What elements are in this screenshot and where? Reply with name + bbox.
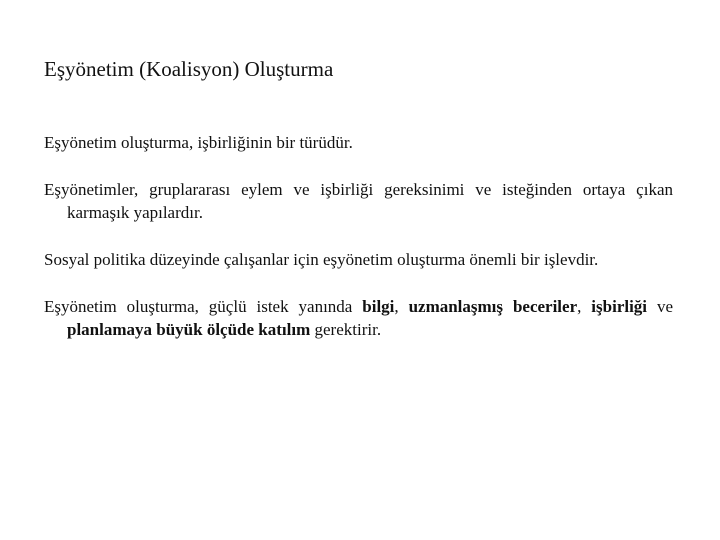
paragraph-4-text-4: ve	[647, 297, 673, 316]
paragraph-3: Sosyal politika düzeyinde çalışanlar için eşyönetim oluşturma önemli bir işlevdir.	[44, 250, 599, 269]
paragraph-4-text-2: ,	[394, 297, 409, 316]
paragraph-4	[44, 295, 673, 341]
bold-term-isbirligi: işbirliği	[591, 297, 648, 316]
bold-term-bilgi: bilgi	[362, 297, 395, 316]
bold-term-beceriler: uzmanlaşmış beceriler	[408, 297, 578, 316]
paragraph-4-text-3: ,	[577, 297, 592, 316]
paragraph-2: Eşyönetimler, gruplararası eylem ve işbirliği gereksinimi ve isteğinden ortaya çıkan karmaşık yapılardır.	[44, 180, 673, 222]
paragraph-4-text-5: gerektirir.	[310, 320, 382, 339]
slide-title: Eşyönetim (Koalisyon) Oluşturma	[44, 57, 334, 81]
slide-body	[44, 131, 673, 341]
paragraph-1: Eşyönetim oluşturma, işbirliğinin bir türüdür.	[44, 133, 353, 152]
paragraph-4-text-1: Eşyönetim oluşturma, güçlü istek yanında	[44, 297, 363, 316]
bold-term-katilim: planlamaya büyük ölçüde katılım	[67, 320, 311, 339]
